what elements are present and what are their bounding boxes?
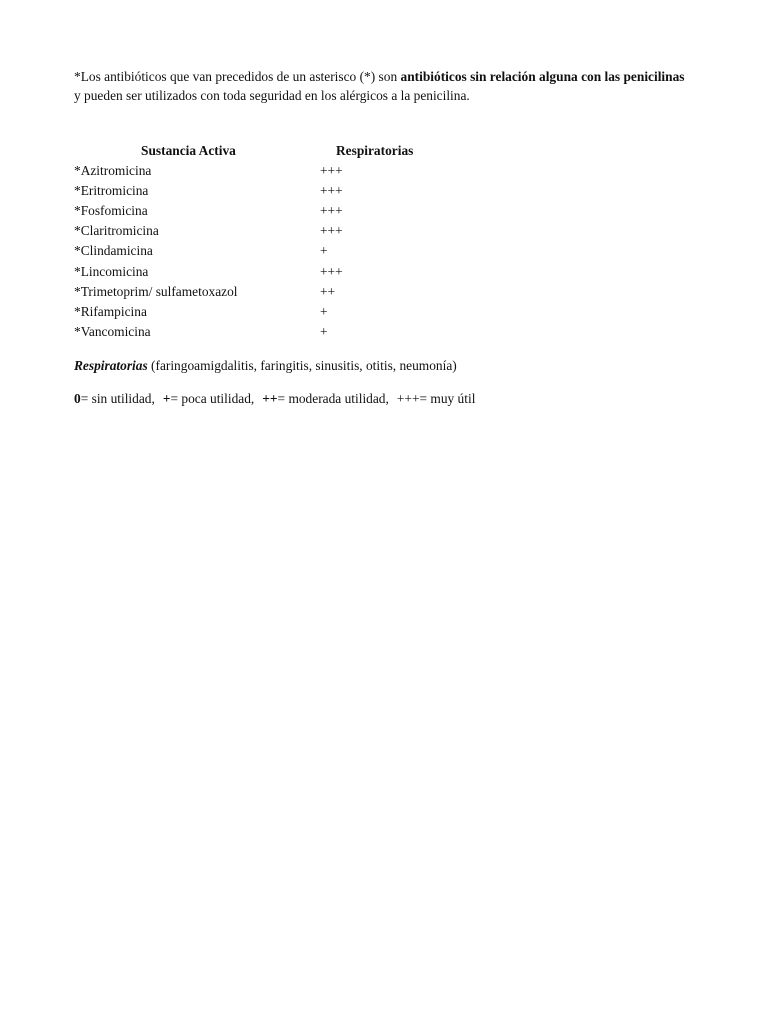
respiratory-cell: + bbox=[320, 303, 328, 319]
table-row bbox=[74, 262, 694, 282]
legend-text-1: = poca utilidad, bbox=[170, 390, 255, 406]
table-row bbox=[74, 201, 694, 221]
intro-bold-text: antibióticos sin relación alguna con las penicilinas bbox=[400, 69, 685, 84]
respiratory-cell: +++ bbox=[320, 223, 343, 239]
substance-cell: *Rifampicina bbox=[74, 303, 147, 319]
table-row bbox=[74, 181, 694, 201]
respiratory-note bbox=[74, 357, 694, 375]
legend-text-3: +++= muy útil bbox=[396, 390, 476, 406]
legend-text-0: = sin utilidad, bbox=[80, 390, 155, 406]
intro-text-before: *Los antibióticos que van precedidos de un asterisco (*) son bbox=[74, 69, 401, 84]
document-page bbox=[74, 68, 694, 408]
respiratory-cell: +++ bbox=[320, 263, 343, 279]
note-description: (faringoamigdalitis, faringitis, sinusitis, otitis, neumonía) bbox=[147, 357, 457, 373]
substance-cell: *Lincomicina bbox=[74, 263, 149, 279]
substance-cell: *Fosfomicina bbox=[74, 203, 148, 219]
intro-paragraph bbox=[74, 68, 694, 105]
respiratory-cell: ++ bbox=[320, 283, 336, 299]
table-row bbox=[74, 322, 694, 342]
respiratory-cell: + bbox=[320, 323, 328, 339]
respiratory-cell: +++ bbox=[320, 163, 343, 179]
utility-legend bbox=[74, 390, 694, 408]
substance-cell: *Clindamicina bbox=[74, 243, 153, 259]
respiratory-cell: +++ bbox=[320, 203, 343, 219]
substance-cell: *Vancomicina bbox=[74, 323, 151, 339]
legend-key-2: ++ bbox=[262, 390, 278, 406]
header-substance: Sustancia Activa bbox=[141, 143, 236, 158]
table-row bbox=[74, 221, 694, 241]
table-row bbox=[74, 241, 694, 261]
substance-cell: *Trimetoprim/ sulfametoxazol bbox=[74, 283, 238, 299]
substance-cell: *Azitromicina bbox=[74, 163, 152, 179]
legend-text-2: = moderada utilidad, bbox=[277, 390, 389, 406]
substance-cell: *Eritromicina bbox=[74, 183, 149, 199]
table-row bbox=[74, 161, 694, 181]
intro-text-after: y pueden ser utilizados con toda seguridad en los alérgicos a la penicilina. bbox=[74, 87, 470, 103]
header-respiratory: Respiratorias bbox=[336, 143, 414, 158]
table-header-row bbox=[74, 141, 694, 161]
respiratory-cell: +++ bbox=[320, 183, 343, 199]
table-row bbox=[74, 302, 694, 322]
legend-key-0: 0 bbox=[74, 390, 81, 406]
substance-cell: *Claritromicina bbox=[74, 223, 159, 239]
respiratory-cell: + bbox=[320, 243, 328, 259]
table-row bbox=[74, 282, 694, 302]
antibiotics-table bbox=[74, 141, 694, 342]
note-term: Respiratorias bbox=[74, 357, 148, 373]
legend-key-1: + bbox=[162, 390, 171, 406]
